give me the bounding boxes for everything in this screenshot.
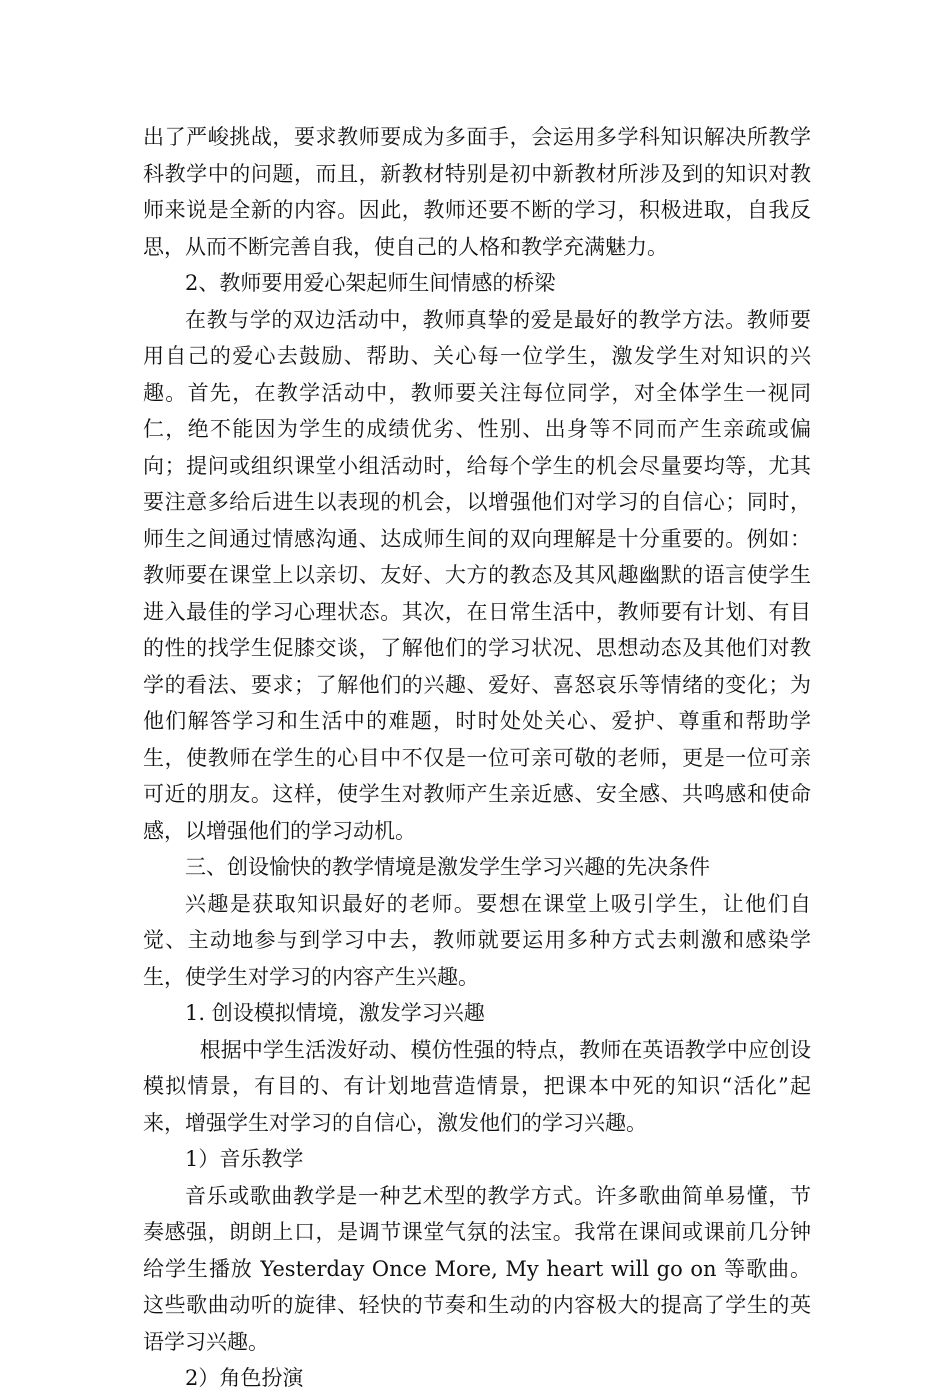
subheading-music-teaching: 1）音乐教学 [185, 1147, 304, 1171]
paragraph-teacher-love: 在教与学的双边活动中，教师真挚的爱是最好的教学方法。教师要用自己的爱心去鼓励、帮助、关心每一位学生，激发学生对知识的兴趣。首先，在教学活动中，教师要关注每位同学，对全体学生一视同仁，绝不能因为学生的成绩优劣、性别、出身等不同而产生亲疏或偏向；提问或组织课堂小组活动时，给每个学生的机会尽量要均等，尤其要注意多给后进生以表现的机会，以增强他们对学习的自信心；同时，师生之间通过情感沟通、达成师生间的双向理解是十分重要的。例如：教师要在课堂上以亲切、友好、大方的教态及其风趣幽默的语言使学生进入最佳的学习心理状态。其次，在日常生活中，教师要有计划、有目的性的找学生促膝交谈，了解他们的学习状况、思想动态及其他们对教学的看法、要求；了解他们的兴趣、爱好、喜怒哀乐等情绪的变化；为他们解答学习和生活中的难题，时时处处关心、爱护、尊重和帮助学生，使教师在学生的心目中不仅是一位可亲可敬的老师，更是一位可亲可近的朋友。这样，使学生对教师产生亲近感、安全感、共鸣感和使命感，以增强他们的学习动机。 [143, 307, 811, 843]
subheading-role-play: 2）角色扮演 [185, 1366, 304, 1390]
paragraph-music-teaching: 音乐或歌曲教学是一种艺术型的教学方式。许多歌曲简单易懂，节奏感强，朗朗上口，是调节课堂气氛的法宝。我常在课间或课前几分钟给学生播放 Yesterday Once More, My heart will go on 等歌曲。这些歌曲动听的旋律、轻快的节奏和生动的内容极大的提高了学生的英语学习兴趣。 [143, 1183, 811, 1354]
section-heading-love-bridge: 2、教师要用爱心架起师生间情感的桥梁 [185, 271, 556, 295]
paragraph-continuation: 出了严峻挑战，要求教师要成为多面手，会运用多学科知识解决所教学科教学中的问题，而且，新教材特别是初中新教材所涉及到的知识对教师来说是全新的内容。因此，教师还要不断的学习，积极进取，自我反思，从而不断完善自我，使自己的人格和教学充满魅力。 [143, 125, 811, 259]
paragraph-simulated-situation: 根据中学生活泼好动、模仿性强的特点，教师在英语教学中应创设模拟情景，有目的、有计划地营造情景，把课本中死的知识“活化”起来，增强学生对学习的自信心，激发他们的学习兴趣。 [143, 1037, 811, 1135]
paragraph-interest: 兴趣是获取知识最好的老师。要想在课堂上吸引学生，让他们自觉、主动地参与到学习中去，教师就要运用多种方式去刺激和感染学生，使学生对学习的内容产生兴趣。 [143, 891, 811, 989]
document-page [143, 119, 811, 1397]
subheading-simulated-situation: 1. 创设模拟情境，激发学习兴趣 [185, 1001, 485, 1025]
section-heading-pleasant-situation: 三、创设愉快的教学情境是激发学生学习兴趣的先决条件 [185, 855, 710, 879]
